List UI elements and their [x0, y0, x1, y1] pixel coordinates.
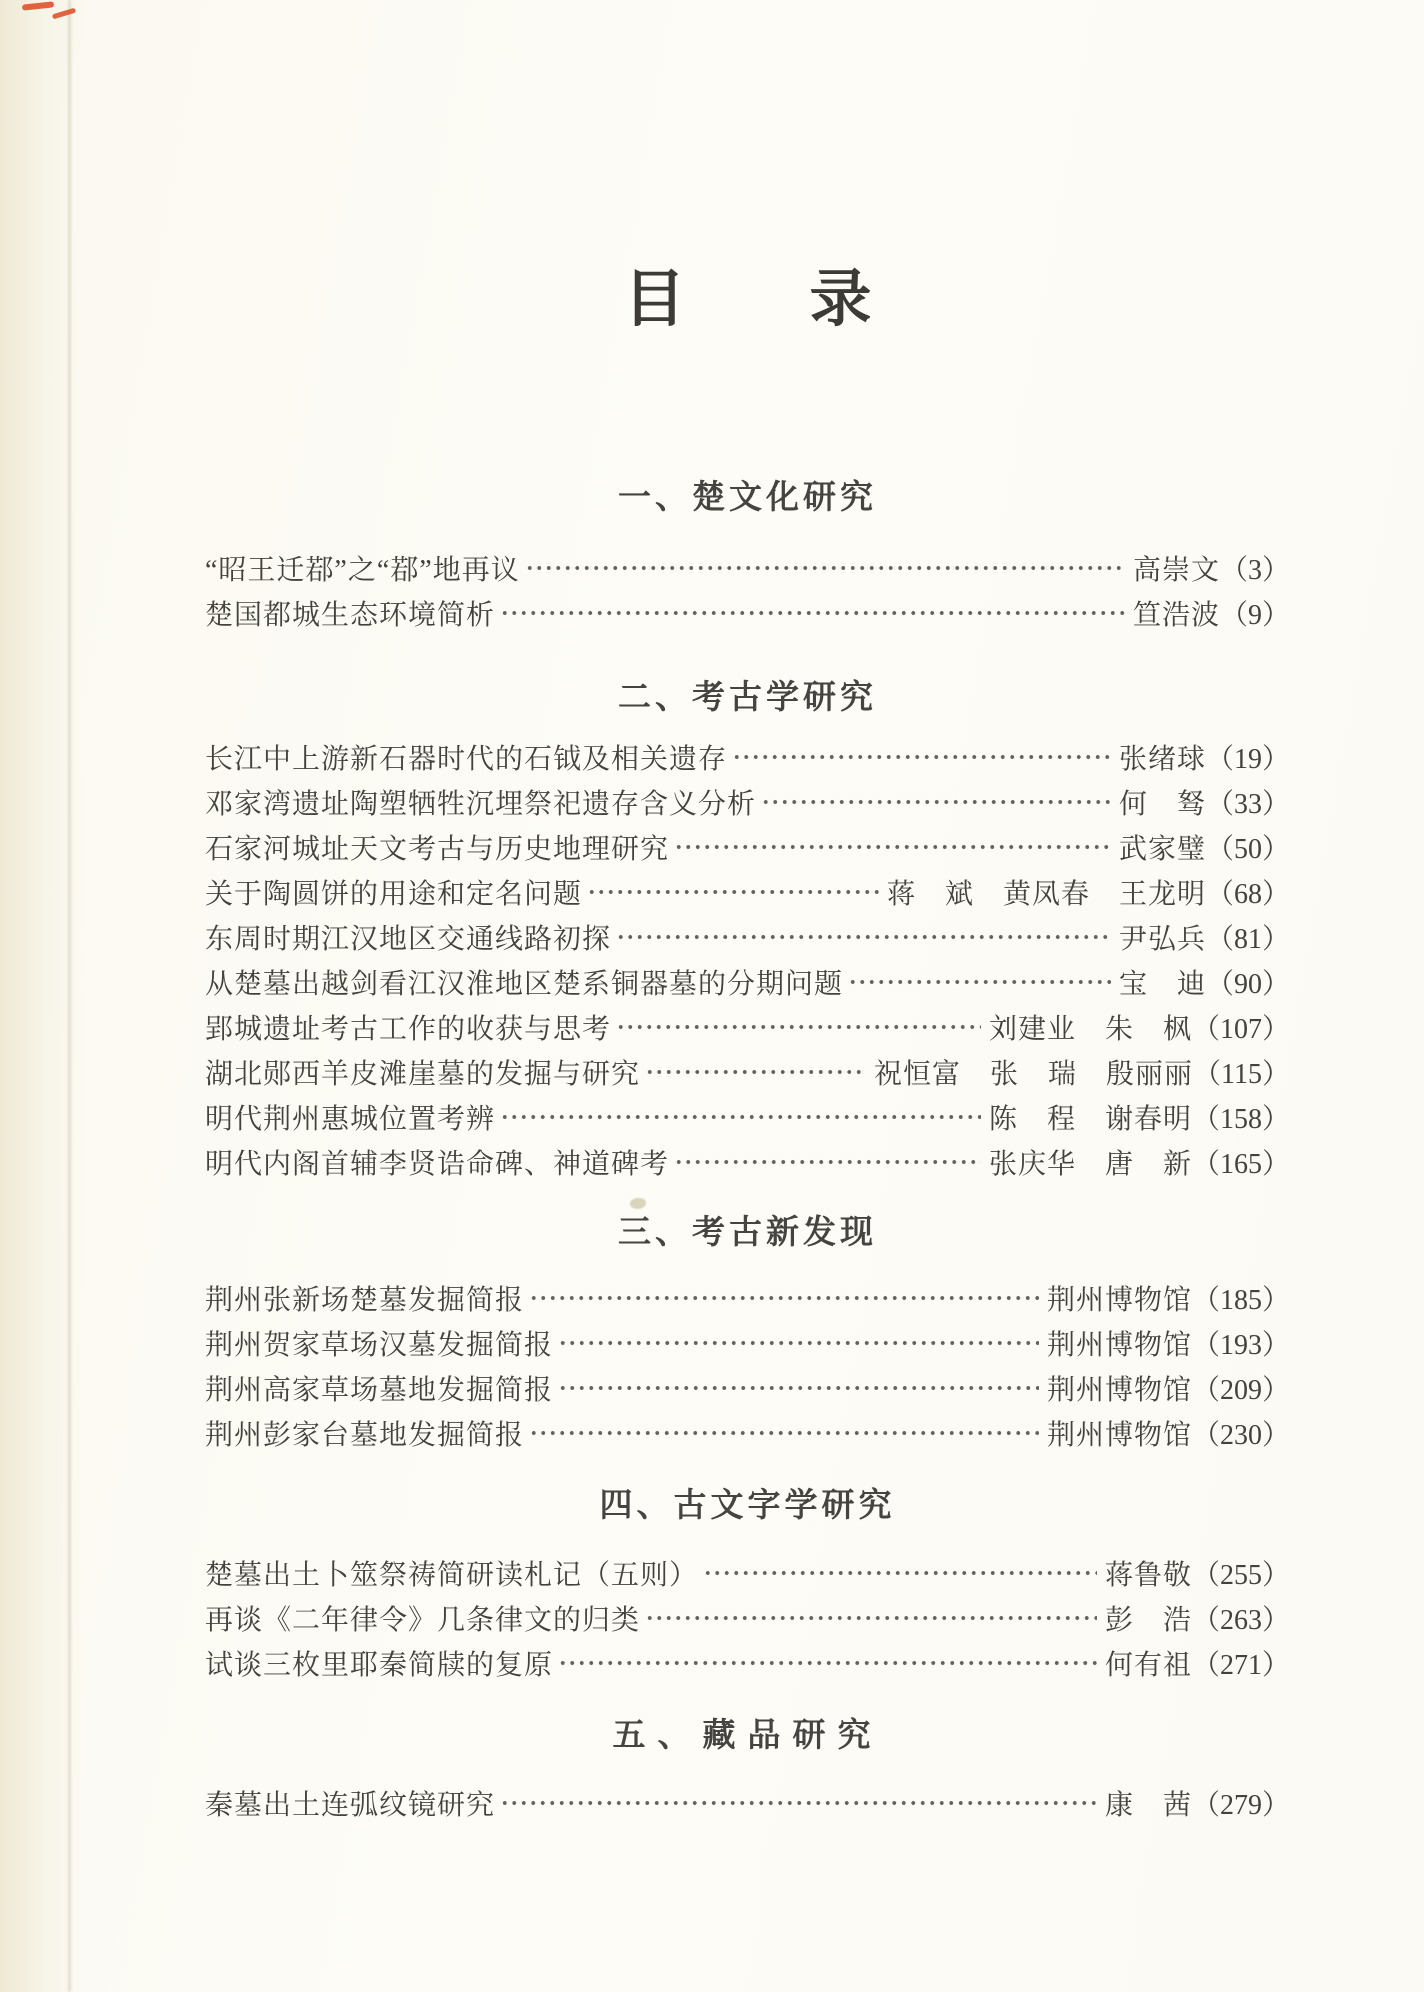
toc-entry: [205, 1275, 1290, 1320]
toc-content: [205, 0, 1290, 1825]
dot-leader: [616, 914, 1111, 959]
dot-leader: [587, 869, 879, 914]
section-heading-4: 四、古文字学研究: [599, 1486, 896, 1523]
entry-page: （209）: [1191, 1374, 1290, 1406]
section-heading-2: 二、考古学研究: [618, 678, 877, 715]
entry-title: 楚墓出土卜筮祭祷简研读札记（五则）: [205, 1559, 699, 1591]
entry-title: 荆州彭家台墓地发掘简报: [205, 1419, 525, 1451]
entry-title: 石家河城址天文考古与历史地理研究: [205, 833, 670, 865]
section-entries-3: [205, 1275, 1290, 1455]
dot-leader: [525, 545, 1125, 590]
entry-page: （255）: [1191, 1559, 1290, 1591]
entry-title: “昭王迁鄀”之“鄀”地再议: [205, 554, 520, 586]
entry-authors: 荆州博物馆: [1046, 1419, 1192, 1451]
dot-leader: [558, 1640, 1097, 1685]
toc-entry: [205, 914, 1290, 959]
entry-title: 荆州贺家草场汉墓发掘简报: [205, 1329, 554, 1361]
entry-title: 再谈《二年律令》几条律文的归类: [205, 1604, 641, 1636]
entry-title: 从楚墓出越剑看江汉淮地区楚系铜器墓的分期问题: [205, 968, 844, 1000]
entry-title: 秦墓出土连弧纹镜研究: [205, 1789, 496, 1821]
entry-page: （158）: [1191, 1103, 1290, 1135]
entry-authors: 祝恒富 张 瑞 殷丽丽: [874, 1058, 1194, 1090]
entry-authors: 武家璧: [1118, 833, 1206, 865]
toc-entry: [205, 1049, 1290, 1094]
dot-leader: [674, 824, 1111, 869]
section-entries-2: [205, 734, 1290, 1184]
entry-authors: 何有祖: [1104, 1649, 1192, 1681]
dot-leader: [761, 779, 1111, 824]
entry-page: （68）: [1205, 878, 1290, 910]
entry-authors: 荆州博物馆: [1046, 1329, 1192, 1361]
section-heading-3: 三、考古新发现: [618, 1213, 877, 1250]
entry-page: （263）: [1191, 1604, 1290, 1636]
entry-authors: 张庆华 唐 新: [988, 1148, 1192, 1180]
entry-page: （9）: [1219, 599, 1290, 631]
entry-title: 荆州张新场楚墓发掘简报: [205, 1284, 525, 1316]
entry-authors: 高崇文: [1132, 554, 1220, 586]
page-crease-line: [68, 0, 71, 1992]
dot-leader: [500, 1780, 1097, 1825]
toc-entry: [205, 1640, 1290, 1685]
entry-page: （19）: [1205, 743, 1290, 775]
entry-title: 郢城遗址考古工作的收获与思考: [205, 1013, 612, 1045]
toc-entry: [205, 545, 1290, 590]
entry-page: （185）: [1191, 1284, 1290, 1316]
toc-entry: [205, 824, 1290, 869]
toc-entry: [205, 1004, 1290, 1049]
entry-page: （279）: [1191, 1789, 1290, 1821]
entry-authors: 荆州博物馆: [1046, 1374, 1192, 1406]
toc-entry: [205, 959, 1290, 1004]
toc-entry: [205, 1320, 1290, 1365]
section-entries-1: [205, 545, 1290, 635]
entry-title: 邓家湾遗址陶塑牺牲沉埋祭祀遗存含义分析: [205, 788, 757, 820]
entry-page: （33）: [1205, 788, 1290, 820]
dot-leader: [558, 1365, 1039, 1410]
dot-leader: [616, 1004, 981, 1049]
toc-entry: [205, 779, 1290, 824]
entry-title: 明代荆州惠城位置考辨: [205, 1103, 496, 1135]
entry-authors: 张绪球: [1118, 743, 1206, 775]
entry-authors: 宝 迪: [1118, 968, 1206, 1000]
dot-leader: [674, 1139, 981, 1184]
entry-authors: 康 茜: [1104, 1789, 1192, 1821]
entry-page: （230）: [1191, 1419, 1290, 1451]
toc-entry: [205, 1139, 1290, 1184]
toc-entry: [205, 1410, 1290, 1455]
entry-page: （90）: [1205, 968, 1290, 1000]
entry-title: 明代内阁首辅李贤诰命碑、神道碑考: [205, 1148, 670, 1180]
entry-page: （107）: [1191, 1013, 1290, 1045]
entry-title: 楚国都城生态环境简析: [205, 599, 496, 631]
dot-leader: [703, 1550, 1097, 1595]
entry-page: （193）: [1191, 1329, 1290, 1361]
entry-authors: 笪浩波: [1132, 599, 1220, 631]
entry-title: 湖北郧西羊皮滩崖墓的发掘与研究: [205, 1058, 641, 1090]
entry-page: （50）: [1205, 833, 1290, 865]
dot-leader: [732, 734, 1111, 779]
entry-page: （3）: [1219, 554, 1290, 586]
entry-authors: 何 驽: [1118, 788, 1206, 820]
toc-entry: [205, 590, 1290, 635]
entry-authors: 刘建业 朱 枫: [988, 1013, 1192, 1045]
toc-entry: [205, 1094, 1290, 1139]
dot-leader: [500, 590, 1125, 635]
entry-page: （115）: [1193, 1058, 1290, 1090]
entry-title: 荆州高家草场墓地发掘简报: [205, 1374, 554, 1406]
entry-title: 关于陶圆饼的用途和定名问题: [205, 878, 583, 910]
entry-page: （165）: [1191, 1148, 1290, 1180]
toc-entry: [205, 734, 1290, 779]
dot-leader: [645, 1049, 866, 1094]
entry-title: 长江中上游新石器时代的石钺及相关遗存: [205, 743, 728, 775]
toc-entry: [205, 1365, 1290, 1410]
page-title: 目 录: [623, 266, 872, 334]
entry-title: 东周时期江汉地区交通线路初探: [205, 923, 612, 955]
section-entries-5: [205, 1780, 1290, 1825]
entry-authors: 蒋 斌 黄凤春 王龙明: [886, 878, 1206, 910]
dot-leader: [558, 1320, 1039, 1365]
entry-page: （271）: [1191, 1649, 1290, 1681]
entry-page: （81）: [1205, 923, 1290, 955]
section-heading-1: 一、楚文化研究: [618, 478, 877, 515]
entry-title: 试谈三枚里耶秦简牍的复原: [205, 1649, 554, 1681]
dot-leader: [529, 1410, 1039, 1455]
toc-entry: [205, 1595, 1290, 1640]
section-entries-4: [205, 1550, 1290, 1685]
entry-authors: 陈 程 谢春明: [988, 1103, 1192, 1135]
entry-authors: 彭 浩: [1104, 1604, 1192, 1636]
dot-leader: [848, 959, 1111, 1004]
entry-authors: 荆州博物馆: [1046, 1284, 1192, 1316]
toc-entry: [205, 869, 1290, 914]
toc-entry: [205, 1780, 1290, 1825]
entry-authors: 尹弘兵: [1118, 923, 1206, 955]
dot-leader: [500, 1094, 981, 1139]
dot-leader: [645, 1595, 1097, 1640]
toc-entry: [205, 1550, 1290, 1595]
entry-authors: 蒋鲁敬: [1104, 1559, 1192, 1591]
dot-leader: [529, 1275, 1039, 1320]
section-heading-5: 五、藏品研究: [612, 1716, 883, 1753]
